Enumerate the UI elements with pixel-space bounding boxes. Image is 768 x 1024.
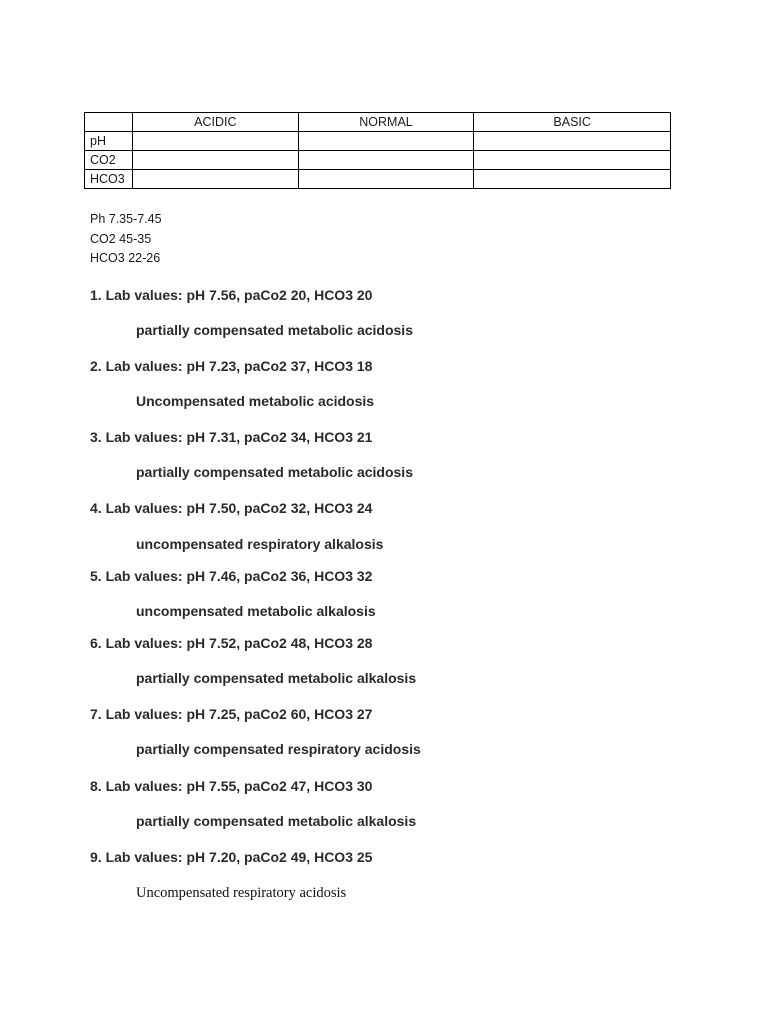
answer-9: Uncompensated respiratory acidosis (136, 885, 347, 901)
question-9: 9. Lab values: pH 7.20, paCo2 49, HCO3 25 (90, 849, 373, 865)
question-4: 4. Lab values: pH 7.50, paCo2 32, HCO3 24 (90, 500, 373, 516)
question-3: 3. Lab values: pH 7.31, paCo2 34, HCO3 21 (90, 429, 373, 445)
range-line: HCO3 22-26 (90, 251, 161, 265)
answer-7: partially compensated respiratory acidosis (136, 741, 421, 757)
table-header-cell: ACIDIC (132, 113, 298, 132)
table-cell (298, 151, 474, 170)
table-cell (298, 132, 474, 151)
question-5: 5. Lab values: pH 7.46, paCo2 36, HCO3 32 (90, 568, 373, 584)
table-cell (474, 132, 671, 151)
range-line: Ph 7.35-7.45 (90, 212, 162, 226)
answer-2: Uncompensated metabolic acidosis (136, 393, 375, 409)
table-header-cell (85, 113, 133, 132)
row-label: HCO3 (85, 170, 133, 189)
question-2: 2. Lab values: pH 7.23, paCo2 37, HCO3 18 (90, 358, 373, 374)
answer-8: partially compensated metabolic alkalosis (136, 813, 417, 829)
question-8: 8. Lab values: pH 7.55, paCo2 47, HCO3 30 (90, 778, 373, 794)
question-7: 7. Lab values: pH 7.25, paCo2 60, HCO3 27 (90, 706, 373, 722)
normal-ranges (90, 210, 162, 269)
abg-reference-table (84, 112, 671, 189)
table-cell (132, 170, 298, 189)
table-header-row (85, 113, 671, 132)
table-header-cell: NORMAL (298, 113, 474, 132)
answer-5: uncompensated metabolic alkalosis (136, 603, 376, 619)
table-row (85, 151, 671, 170)
question-1: 1. Lab values: pH 7.56, paCo2 20, HCO3 20 (90, 287, 373, 303)
answer-4: uncompensated respiratory alkalosis (136, 536, 384, 552)
table-row (85, 132, 671, 151)
answer-6: partially compensated metabolic alkalosis (136, 670, 417, 686)
question-6: 6. Lab values: pH 7.52, paCo2 48, HCO3 28 (90, 635, 373, 651)
range-line: CO2 45-35 (90, 231, 152, 246)
table-cell (298, 170, 474, 189)
answer-3: partially compensated metabolic acidosis (136, 464, 413, 480)
answer-1: partially compensated metabolic acidosis (136, 322, 413, 338)
table-cell (132, 132, 298, 151)
table-header-cell: BASIC (474, 113, 671, 132)
table-cell (132, 151, 298, 170)
table-cell (474, 170, 671, 189)
table-row (85, 170, 671, 189)
table-cell (474, 151, 671, 170)
row-label: CO2 (85, 151, 133, 170)
row-label: pH (85, 132, 133, 151)
